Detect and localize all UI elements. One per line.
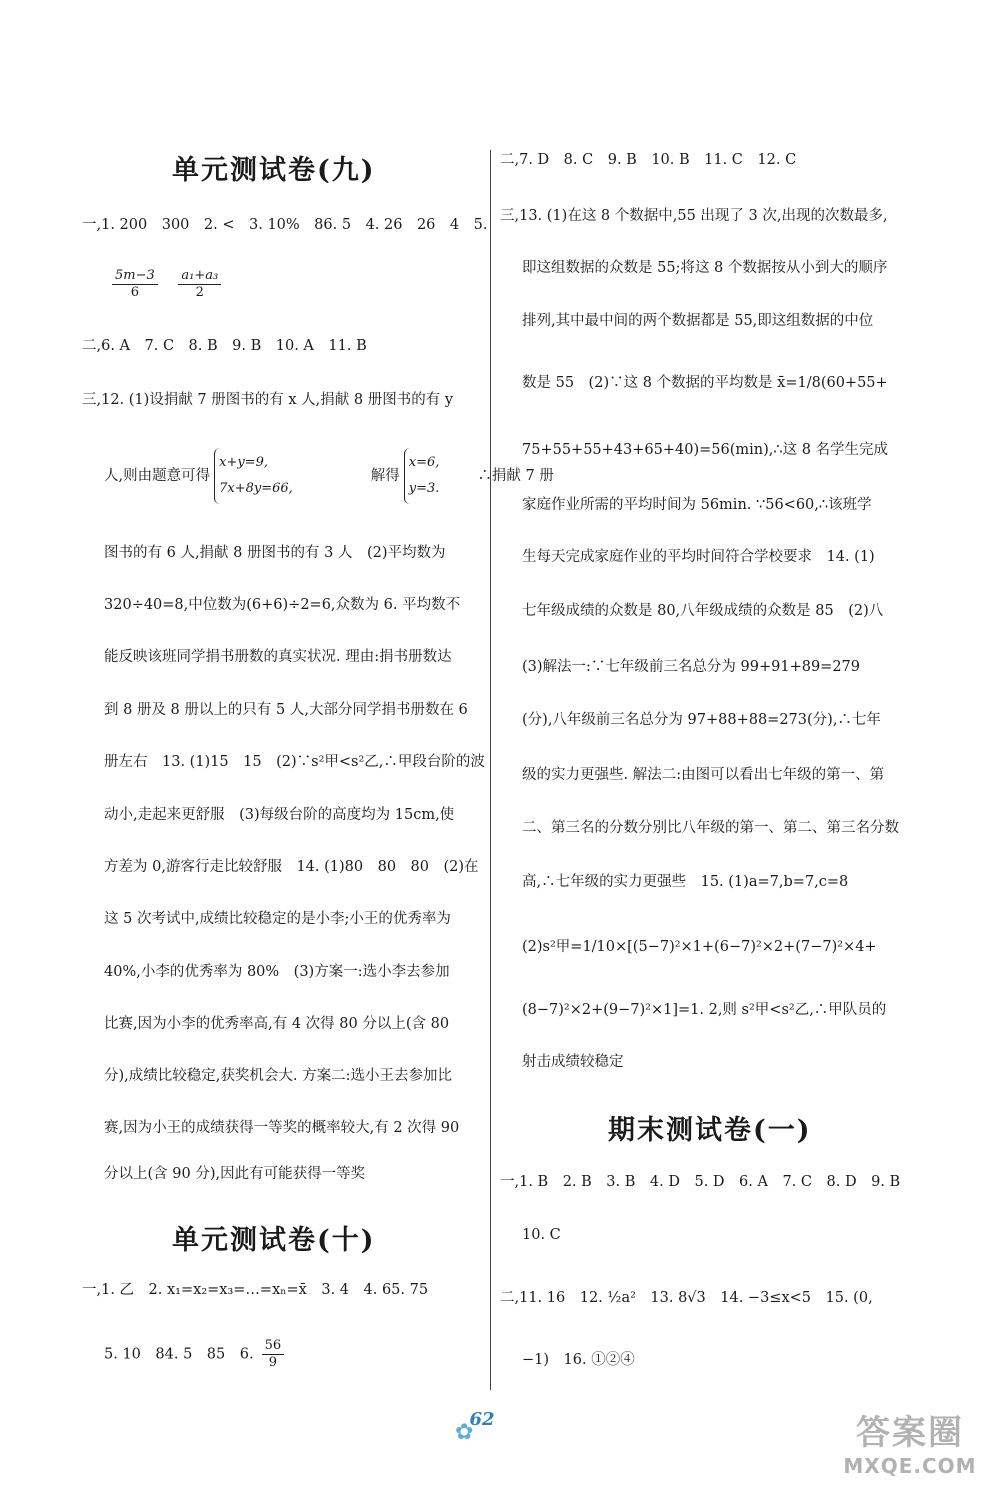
answer-line: 75+55+55+43+65+40)=56(min),∴这 8 名学生完成 xyxy=(522,442,889,458)
answer-line: 二、第三名的分数分别比八年级的第一、第二、第三名分数 xyxy=(522,820,899,836)
answer-fraction-line xyxy=(82,268,229,301)
answer-line: (8−7)²×2+(9−7)²×1]=1. 2,则 s²甲<s²乙,∴甲队员的 xyxy=(522,1002,887,1018)
answer-line: 三,13. (1)在这 8 个数据中,55 出现了 3 次,出现的次数最多, xyxy=(500,208,888,224)
answer-line: 三,12. (1)设捐献 7 册图书的有 x 人,捐献 8 册图书的有 y xyxy=(82,392,454,408)
answer-line: 高,∴七年级的实力更强些 15. (1)a=7,b=7,c=8 xyxy=(522,874,849,890)
answer-line: 射击成绩较稳定 xyxy=(522,1054,624,1070)
answer-line: 一,1. B 2. B 3. B 4. D 5. D 6. A 7. C 8. D 9. B xyxy=(500,1174,901,1190)
answer-line: 能反映该班同学捐书册数的真实状况. 理由:捐书册数达 xyxy=(104,649,452,665)
answer-line: 家庭作业所需的平均时间为 56min. ∵56<60,∴该班学 xyxy=(522,497,872,513)
answer-line: (分),八年级前三名总分为 97+88+88=273(分),∴七年 xyxy=(522,712,881,728)
answer-line: 一,1. 200 300 2. < 3. 10% 86. 5 4. 26 26 4 5. xyxy=(82,217,488,233)
answer-line: 二,11. 16 12. ½a² 13. 8√3 14. −3≤x<5 15. (0, xyxy=(500,1290,873,1306)
answer-line: 排列,其中最中间的两个数据都是 55,即这组数据的中位 xyxy=(522,313,874,329)
answer-line: 10. C xyxy=(522,1227,561,1243)
answer-line: 级的实力更强些. 解法二:由图可以看出七年级的第一、第 xyxy=(522,767,885,783)
answer-line: 40%,小李的优秀率为 80% (3)方案一:选小李去参加 xyxy=(104,964,450,980)
column-divider xyxy=(490,150,491,1390)
section-title-unit-test-9: 单元测试卷(九) xyxy=(172,155,376,186)
answer-line: 册左右 13. (1)15 15 (2)∵s²甲<s²乙,∴甲段台阶的波 xyxy=(104,754,485,770)
equation-system-line: 人,则由题意可得 x+y=9, 7x+8y=66, 解得 x=6, y=3. ∴捐献 7 册 xyxy=(82,448,554,504)
answer-line: −1) 16. ①②④ xyxy=(522,1352,635,1368)
equation-solution: x=6, y=3. xyxy=(404,448,444,504)
answer-line: 图书的有 6 人,捐献 8 册图书的有 3 人 (2)平均数为 xyxy=(104,545,446,561)
answer-line: 动小,走起来更舒服 (3)每级台阶的高度均为 15cm,使 xyxy=(104,807,455,823)
fraction: $\frac{56}{9}$ xyxy=(262,1338,285,1371)
answer-line: 二,7. D 8. C 9. B 10. B 11. C 12. C xyxy=(500,152,797,168)
answer-line: 这 5 次考试中,成绩比较稳定的是小李;小王的优秀率为 xyxy=(104,911,451,927)
answer-line: 赛,因为小王的成绩获得一等奖的概率较大,有 2 次得 90 xyxy=(104,1120,460,1136)
answer-line: 二,6. A 7. C 8. B 9. B 10. A 11. B xyxy=(82,338,367,354)
answer-line: 七年级成绩的众数是 80,八年级成绩的众数是 85 (2)八 xyxy=(522,603,884,619)
section-title-final-test-1: 期末测试卷(一) xyxy=(608,1115,812,1146)
answer-line: (2)s²甲=1/10×[(5−7)²×1+(6−7)²×2+(7−7)²×4+ xyxy=(522,939,877,955)
fraction: $\frac{\text{a₁+a₃}}{2}$ xyxy=(178,268,221,301)
answer-line: 即这组数据的众数是 55;将这 8 个数据按从小到大的顺序 xyxy=(522,260,888,276)
equation-system: x+y=9, 7x+8y=66, xyxy=(214,448,297,504)
answer-line: 一,1. 乙 2. x₁=x₂=x₃=…=xₙ=x̄ 3. 4 4. 65. 75 xyxy=(82,1282,429,1298)
answer-line: 分),成绩比较稳定,获奖机会大. 方案二:选小王去参加比 xyxy=(104,1068,452,1084)
answer-line: 数是 55 (2)∵这 8 个数据的平均数是 x̄=1/8(60+55+ xyxy=(522,375,888,391)
answer-line: 分以上(含 90 分),因此有可能获得一等奖 xyxy=(104,1166,366,1182)
answer-line: 方差为 0,游客行走比较舒服 14. (1)80 80 80 (2)在 xyxy=(104,859,479,875)
fraction: $\frac{5m-3}{6}$ xyxy=(112,268,158,301)
answer-line: 生每天完成家庭作业的平均时间符合学校要求 14. (1) xyxy=(522,549,875,565)
answer-line: 比赛,因为小李的优秀率高,有 4 次得 80 分以上(含 80 xyxy=(104,1016,450,1032)
answer-fraction-line: 5. 10 84. 5 85 6. $\frac{56}{9}$ xyxy=(82,1338,292,1371)
answer-line: (3)解法一:∵七年级前三名总分为 99+91+89=279 xyxy=(522,659,861,675)
section-title-unit-test-10: 单元测试卷(十) xyxy=(172,1225,376,1256)
watermark: 答案圈 MXQE.COM xyxy=(843,1413,977,1478)
page-number: 62 xyxy=(469,1409,495,1430)
answer-line: 到 8 册及 8 册以上的只有 5 人,大部分同学捐书册数在 6 xyxy=(104,702,468,718)
flower-icon: ✿ xyxy=(455,1420,474,1445)
answer-line: 320÷40=8,中位数为(6+6)÷2=6,众数为 6. 平均数不 xyxy=(104,597,461,613)
